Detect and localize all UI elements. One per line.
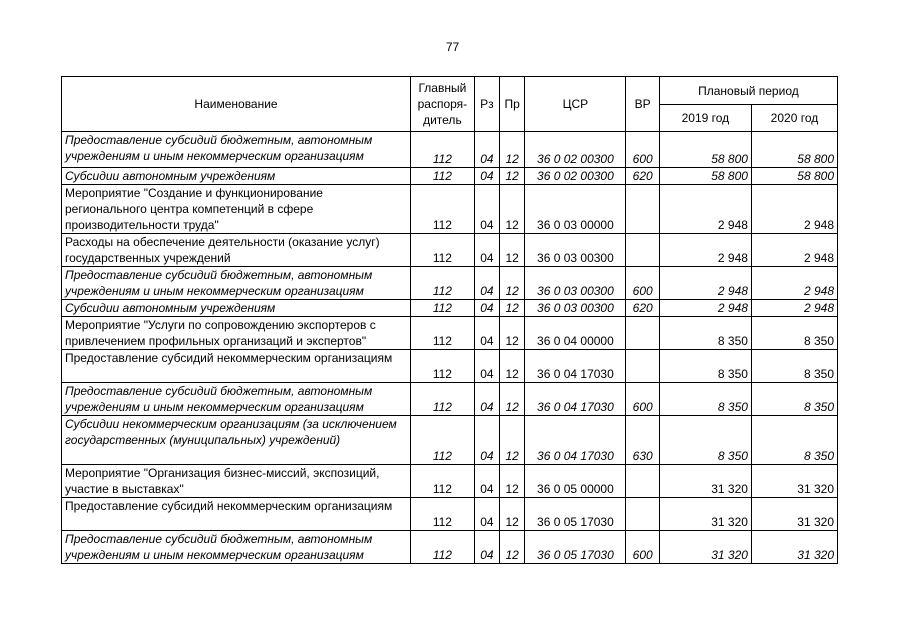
row-value-2020: 2 948 — [751, 234, 837, 267]
row-expense-type: 620 — [626, 168, 659, 185]
row-subsection: 12 — [500, 185, 525, 234]
row-name: Субсидии автономным учреждениям — [62, 300, 411, 317]
row-expense-type — [626, 234, 659, 267]
row-name: Мероприятие "Создание и функционирование регионального центра компетенций в сфере производительности труда" — [62, 185, 411, 234]
row-name: Субсидии некоммерческим организациям (за исключением государственных (муниципальных) учреждений) — [62, 416, 411, 465]
table-row — [62, 531, 838, 564]
row-subsection: 12 — [500, 465, 525, 498]
row-expense-type: 600 — [626, 383, 659, 416]
row-target-article: 36 0 02 00300 — [525, 132, 626, 168]
row-main-manager: 112 — [411, 132, 475, 168]
row-expense-type — [626, 350, 659, 383]
row-section: 04 — [474, 531, 499, 564]
row-expense-type — [626, 185, 659, 234]
row-value-2019: 31 320 — [659, 531, 751, 564]
row-value-2019: 8 350 — [659, 317, 751, 350]
row-subsection: 12 — [500, 383, 525, 416]
row-expense-type: 600 — [626, 132, 659, 168]
header-expense-type: ВР — [626, 77, 659, 132]
row-expense-type: 600 — [626, 531, 659, 564]
table-row — [62, 300, 838, 317]
row-name: Предоставление субсидий бюджетным, автономным учреждениям и иным некоммерческим организациям — [62, 267, 411, 300]
row-main-manager: 112 — [411, 317, 475, 350]
row-target-article: 36 0 05 17030 — [525, 498, 626, 531]
table-row — [62, 350, 838, 383]
row-section: 04 — [474, 234, 499, 267]
row-expense-type: 600 — [626, 267, 659, 300]
row-name: Предоставление субсидий некоммерческим организациям — [62, 498, 411, 531]
row-expense-type: 620 — [626, 300, 659, 317]
row-expense-type — [626, 317, 659, 350]
budget-table — [61, 76, 838, 564]
row-value-2019: 2 948 — [659, 185, 751, 234]
table-row — [62, 416, 838, 465]
row-main-manager: 112 — [411, 416, 475, 465]
row-value-2020: 8 350 — [751, 317, 837, 350]
row-value-2019: 8 350 — [659, 416, 751, 465]
table-row — [62, 498, 838, 531]
row-subsection: 12 — [500, 498, 525, 531]
table-row — [62, 168, 838, 185]
row-expense-type — [626, 465, 659, 498]
row-name: Предоставление субсидий некоммерческим организациям — [62, 350, 411, 383]
row-subsection: 12 — [500, 317, 525, 350]
row-main-manager: 112 — [411, 267, 475, 300]
row-main-manager: 112 — [411, 350, 475, 383]
row-target-article: 36 0 04 17030 — [525, 416, 626, 465]
row-value-2020: 8 350 — [751, 383, 837, 416]
row-value-2020: 58 800 — [751, 168, 837, 185]
row-value-2019: 31 320 — [659, 465, 751, 498]
row-target-article: 36 0 03 00300 — [525, 300, 626, 317]
row-value-2019: 2 948 — [659, 267, 751, 300]
row-subsection: 12 — [500, 531, 525, 564]
table-row — [62, 132, 838, 168]
row-subsection: 12 — [500, 350, 525, 383]
row-section: 04 — [474, 383, 499, 416]
row-target-article: 36 0 03 00300 — [525, 267, 626, 300]
row-target-article: 36 0 02 00300 — [525, 168, 626, 185]
row-main-manager: 112 — [411, 168, 475, 185]
header-subsection: Пр — [500, 77, 525, 132]
row-main-manager: 112 — [411, 383, 475, 416]
table-row — [62, 383, 838, 416]
row-main-manager: 112 — [411, 498, 475, 531]
header-year-2019: 2019 год — [659, 105, 751, 132]
row-value-2020: 2 948 — [751, 185, 837, 234]
row-section: 04 — [474, 416, 499, 465]
row-name: Мероприятие "Организация бизнес-миссий, экспозиций, участие в выставках" — [62, 465, 411, 498]
row-target-article: 36 0 03 00000 — [525, 185, 626, 234]
table-row — [62, 234, 838, 267]
row-name: Предоставление субсидий бюджетным, автономным учреждениям и иным некоммерческим организациям — [62, 132, 411, 168]
row-value-2019: 31 320 — [659, 498, 751, 531]
header-main-manager: Главный распоря-дитель — [411, 77, 475, 132]
row-section: 04 — [474, 168, 499, 185]
row-section: 04 — [474, 317, 499, 350]
row-section: 04 — [474, 267, 499, 300]
row-target-article: 36 0 05 00000 — [525, 465, 626, 498]
header-name: Наименование — [62, 77, 411, 132]
row-section: 04 — [474, 498, 499, 531]
row-name: Предоставление субсидий бюджетным, автономным учреждениям и иным некоммерческим организациям — [62, 383, 411, 416]
row-expense-type — [626, 498, 659, 531]
row-value-2020: 8 350 — [751, 416, 837, 465]
row-value-2020: 8 350 — [751, 350, 837, 383]
row-target-article: 36 0 04 00000 — [525, 317, 626, 350]
table-row — [62, 267, 838, 300]
row-value-2019: 58 800 — [659, 132, 751, 168]
row-main-manager: 112 — [411, 465, 475, 498]
row-value-2019: 8 350 — [659, 350, 751, 383]
row-name: Мероприятие "Услуги по сопровождению экспортеров с привлечением профильных организаций и экспертов" — [62, 317, 411, 350]
row-target-article: 36 0 04 17030 — [525, 383, 626, 416]
row-section: 04 — [474, 350, 499, 383]
row-name: Расходы на обеспечение деятельности (оказание услуг) государственных учреждений — [62, 234, 411, 267]
row-value-2020: 2 948 — [751, 300, 837, 317]
row-name: Субсидии автономным учреждениям — [62, 168, 411, 185]
row-target-article: 36 0 03 00300 — [525, 234, 626, 267]
row-main-manager: 112 — [411, 531, 475, 564]
row-subsection: 12 — [500, 300, 525, 317]
header-target-article: ЦСР — [525, 77, 626, 132]
header-section: Рз — [474, 77, 499, 132]
row-subsection: 12 — [500, 267, 525, 300]
row-name: Предоставление субсидий бюджетным, автономным учреждениям и иным некоммерческим организациям — [62, 531, 411, 564]
row-section: 04 — [474, 132, 499, 168]
row-value-2020: 31 320 — [751, 465, 837, 498]
row-value-2020: 58 800 — [751, 132, 837, 168]
page-number: 77 — [445, 40, 460, 54]
row-main-manager: 112 — [411, 300, 475, 317]
row-subsection: 12 — [500, 168, 525, 185]
row-subsection: 12 — [500, 234, 525, 267]
row-main-manager: 112 — [411, 234, 475, 267]
row-section: 04 — [474, 185, 499, 234]
table-row — [62, 317, 838, 350]
row-value-2020: 31 320 — [751, 498, 837, 531]
header-planning-period: Плановый период — [659, 77, 837, 105]
table-row — [62, 185, 838, 234]
table-row — [62, 465, 838, 498]
row-section: 04 — [474, 465, 499, 498]
row-target-article: 36 0 04 17030 — [525, 350, 626, 383]
row-expense-type: 630 — [626, 416, 659, 465]
row-section: 04 — [474, 300, 499, 317]
row-target-article: 36 0 05 17030 — [525, 531, 626, 564]
row-main-manager: 112 — [411, 185, 475, 234]
header-year-2020: 2020 год — [751, 105, 837, 132]
row-value-2019: 8 350 — [659, 383, 751, 416]
row-value-2019: 2 948 — [659, 300, 751, 317]
row-subsection: 12 — [500, 416, 525, 465]
row-value-2019: 2 948 — [659, 234, 751, 267]
row-value-2020: 31 320 — [751, 531, 837, 564]
row-value-2020: 2 948 — [751, 267, 837, 300]
row-value-2019: 58 800 — [659, 168, 751, 185]
row-subsection: 12 — [500, 132, 525, 168]
